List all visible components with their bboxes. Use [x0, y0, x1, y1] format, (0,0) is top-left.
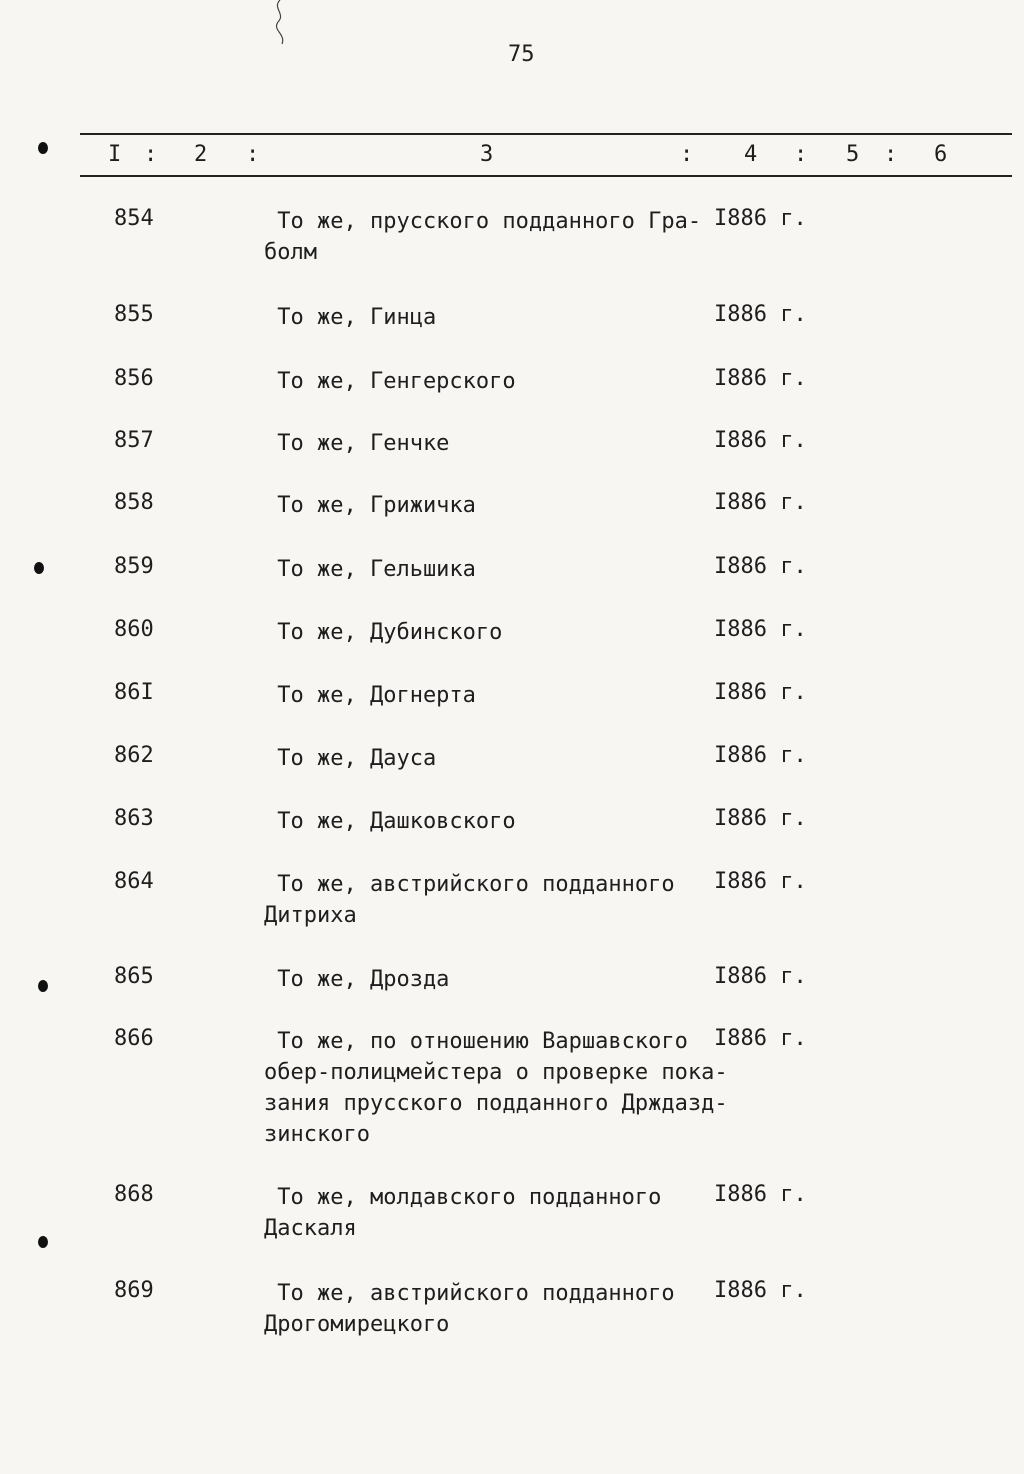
description-line: То же, Дашковского [264, 809, 516, 834]
description-line: То же, молдавского подданного [264, 1185, 662, 1210]
row-number: 854 [114, 206, 154, 231]
description-line: Даскаля [264, 1216, 357, 1241]
row-date: I886 г. [714, 806, 807, 831]
header-col-4: 4 [744, 142, 758, 167]
row-description [264, 428, 724, 459]
row-number: 857 [114, 428, 154, 453]
row-date: I886 г. [714, 869, 807, 894]
description-line: обер-полицмейстера о проверке пока- [264, 1060, 728, 1085]
row-number: 865 [114, 964, 154, 989]
description-line: То же, Генгерского [264, 369, 516, 394]
row-number: 858 [114, 490, 154, 515]
description-line: То же, Гинца [264, 305, 437, 330]
binder-mark-icon [38, 980, 48, 992]
row-date: I886 г. [714, 680, 807, 705]
header-rule-bottom [80, 175, 1012, 177]
header-col-6: 6 [934, 142, 948, 167]
binder-mark-icon [38, 142, 48, 154]
row-number: 866 [114, 1026, 154, 1051]
row-description [264, 806, 724, 837]
row-description [264, 743, 724, 774]
header-separator: : [884, 142, 898, 167]
row-date: I886 г. [714, 490, 807, 515]
row-number: 859 [114, 554, 154, 579]
row-date: I886 г. [714, 617, 807, 642]
row-number: 868 [114, 1182, 154, 1207]
header-col-1: I [108, 142, 122, 167]
header-col-5: 5 [846, 142, 860, 167]
row-description [264, 964, 724, 995]
row-description [264, 869, 724, 931]
row-number: 855 [114, 302, 154, 327]
description-line: То же, австрийского подданного [264, 872, 675, 897]
header-separator: : [680, 142, 694, 167]
description-line: То же, Дубинского [264, 620, 503, 645]
description-line: зания прусского подданного Држдазд- [264, 1091, 728, 1116]
row-description [264, 1026, 728, 1150]
header-separator: : [144, 142, 158, 167]
row-number: 869 [114, 1278, 154, 1303]
row-description [264, 617, 724, 648]
pen-mark-icon [268, 0, 298, 50]
row-description [264, 1278, 724, 1340]
row-description [264, 206, 724, 268]
row-date: I886 г. [714, 743, 807, 768]
description-line: болм [264, 240, 317, 265]
description-line: То же, прусского подданного Гра- [264, 209, 702, 234]
description-line: То же, австрийского подданного [264, 1281, 675, 1306]
row-description [264, 302, 724, 333]
row-date: I886 г. [714, 366, 807, 391]
page-number: 75 [508, 42, 535, 67]
row-date: I886 г. [714, 1182, 807, 1207]
row-date: I886 г. [714, 1278, 807, 1303]
description-line: То же, Догнерта [264, 683, 476, 708]
description-line: зинского [264, 1122, 370, 1147]
row-description [264, 490, 724, 521]
row-number: 863 [114, 806, 154, 831]
row-date: I886 г. [714, 302, 807, 327]
header-separator: : [246, 142, 260, 167]
row-description [264, 366, 724, 397]
header-rule-top [80, 133, 1012, 135]
row-date: I886 г. [714, 964, 807, 989]
row-date: I886 г. [714, 554, 807, 579]
binder-mark-icon [34, 562, 44, 574]
row-description [264, 554, 724, 585]
row-date: I886 г. [714, 428, 807, 453]
row-description [264, 1182, 724, 1244]
row-date: I886 г. [714, 1026, 807, 1051]
header-separator: : [794, 142, 808, 167]
description-line: То же, Грижичка [264, 493, 476, 518]
row-number: 862 [114, 743, 154, 768]
description-line: То же, Дауса [264, 746, 437, 771]
row-date: I886 г. [714, 206, 807, 231]
description-line: То же, Дрозда [264, 967, 450, 992]
row-number: 860 [114, 617, 154, 642]
binder-mark-icon [38, 1236, 48, 1248]
description-line: Дрогомирецкого [264, 1312, 450, 1337]
row-number: 856 [114, 366, 154, 391]
header-col-3: 3 [480, 142, 494, 167]
description-line: То же, по отношению Варшавского [264, 1029, 688, 1054]
description-line: То же, Гельшика [264, 557, 476, 582]
header-col-2: 2 [194, 142, 208, 167]
description-line: Дитриха [264, 903, 357, 928]
row-number: 864 [114, 869, 154, 894]
row-description [264, 680, 724, 711]
description-line: То же, Генчке [264, 431, 450, 456]
row-number: 86I [114, 680, 154, 705]
